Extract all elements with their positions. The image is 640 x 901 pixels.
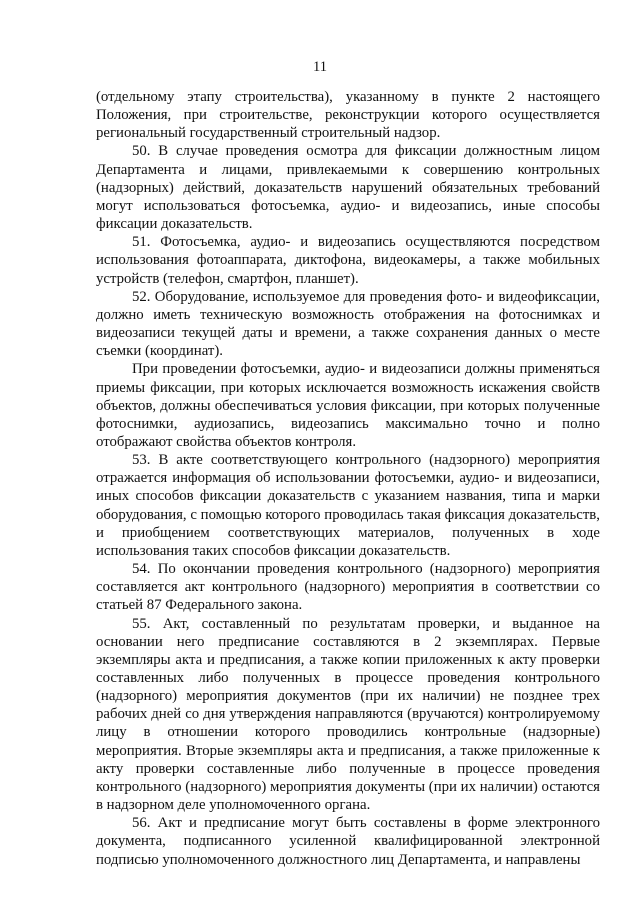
paragraph-51: 51. Фотосъемка, аудио- и видеозапись осуществляются посредством использования фотоаппарата, диктофона, видеокамеры, а также мобильных устройств (телефон, смартфон, планшет).	[96, 234, 600, 287]
page-number: 11	[313, 59, 327, 75]
document-body	[96, 88, 600, 869]
paragraph-53: 53. В акте соответствующего контрольного (надзорного) мероприятия отражается информация об использовании фотосъемки, аудио- и видеозаписи, иных способов фиксации доказательств с указанием названия, типа и марки оборудования, с помощью которого проводилась такая фиксация доказательств, и приобщением соответствующих материалов, полученных в ходе использования таких способов фиксации доказательств.	[96, 452, 600, 559]
paragraph-50: 50. В случае проведения осмотра для фиксации должностным лицом Департамента и лицами, привлекаемыми к совершению контрольных (надзорных) действий, доказательств нарушений обязательных требований могут использоваться фотосъемка, аудио- и видеозапись, иные способы фиксации доказательств.	[96, 143, 600, 233]
paragraph-56: 56. Акт и предписание могут быть составлены в форме электронного документа, подписанного усиленной квалифицированной электронной подписью уполномоченного должностного лиц Департамента, и направлены	[96, 815, 600, 868]
paragraph-52-continuation: При проведении фотосъемки, аудио- и видеозаписи должны применяться приемы фиксации, при которых исключается возможность искажения свойств объектов, должны обеспечиваться условия фиксации, при которых полученные фотоснимки, аудиозапись, видеозапись максимально точно и полно отображают свойства объектов контроля.	[96, 361, 600, 450]
paragraph-52: 52. Оборудование, используемое для проведения фото- и видеофиксации, должно иметь техническую возможность отображения на фотоснимках и видеозаписи текущей даты и времени, а также сохранения данных о месте съемки (координат).	[96, 288, 600, 360]
paragraph-54: 54. По окончании проведения контрольного (надзорного) мероприятия составляется акт контрольного (надзорного) мероприятия в соответствии со статьей 87 Федерального закона.	[96, 561, 600, 614]
paragraph-continuation: (отдельному этапу строительства), указанному в пункте 2 настоящего Положения, при строительстве, реконструкции которого осуществляется региональный государственный строительный надзор.	[96, 89, 600, 142]
paragraph-55: 55. Акт, составленный по результатам проверки, и выданное на основании него предписание составляются в 2 экземплярах. Первые экземпляры акта и предписания, а также копии приложенных к акту проверки составленных либо полученных в процессе проведения контрольного (надзорного) мероприятия документов (при их наличии) не позднее трех рабочих дней со дня утверждения направляются (вручаются) контролируемому лицу в отношении которого проводились контрольные (надзорные) мероприятия. Вторые экземпляры акта и предписания, а также приложенные к акту проверки составленные либо полученные в процессе проведения контрольного (надзорного) мероприятия документы (при их наличии) остаются в надзорном деле уполномоченного органа.	[96, 615, 600, 814]
